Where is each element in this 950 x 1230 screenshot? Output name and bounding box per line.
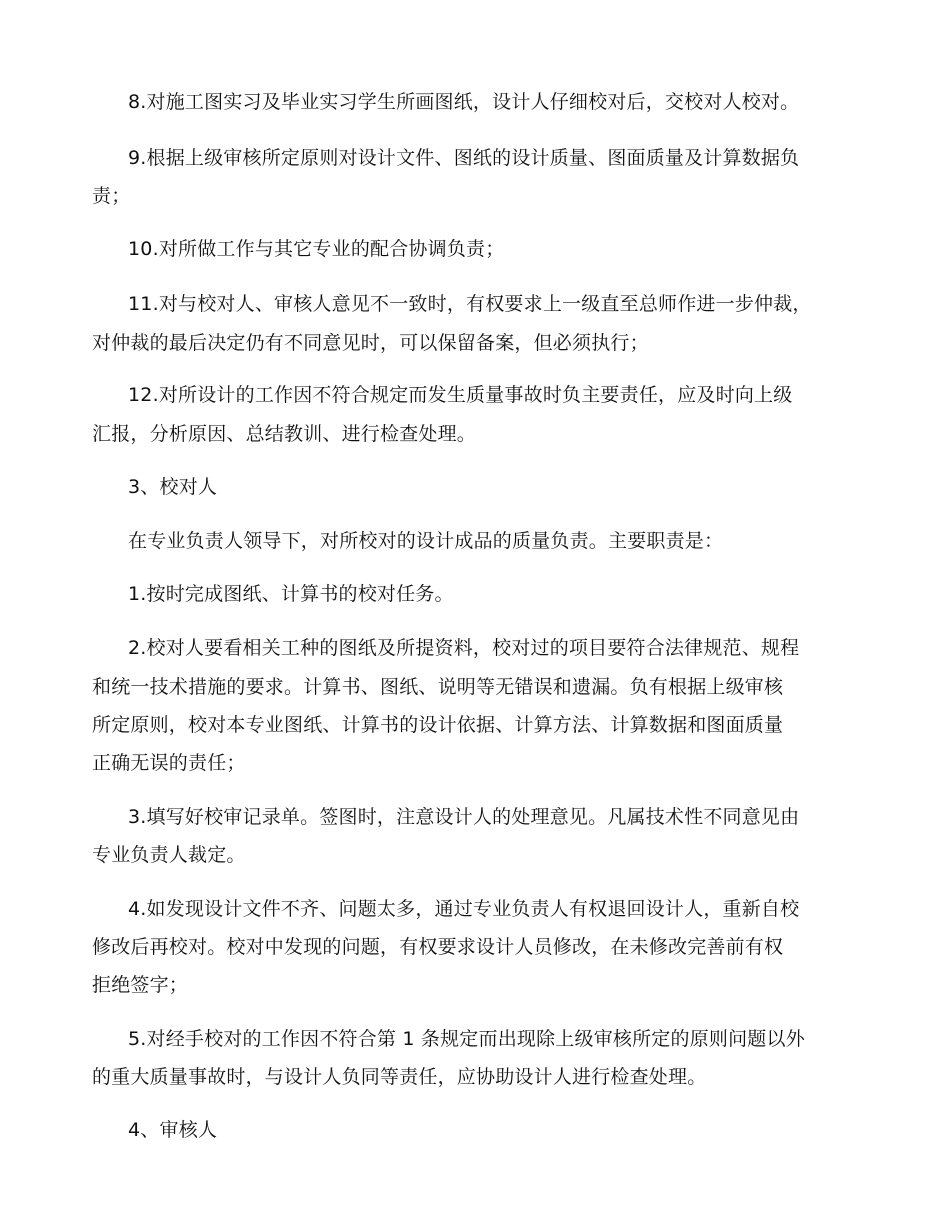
checker-item-5-line-1: 5.对经手校对的工作因不符合第 1 条规定而出现除上级审核所定的原则问题以外 xyxy=(128,1028,805,1050)
checker-item-3-line-1: 3.填写好校审记录单。签图时，注意设计人的处理意见。凡属技术性不同意见由 xyxy=(128,806,800,828)
checker-item-3-line-2: 专业负责人裁定。 xyxy=(92,844,246,866)
checker-item-4-line-3: 拒绝签字； xyxy=(92,974,189,996)
item-11-line-1: 11.对与校对人、审核人意见不一致时，有权要求上一级直至总师作进一步仲裁， xyxy=(128,293,812,315)
item-11-line-2: 对仲裁的最后决定仍有不同意见时，可以保留备案，但必须执行； xyxy=(92,332,649,354)
checker-item-4-line-2: 修改后再校对。校对中发现的问题，有权要求设计人员修改，在未修改完善前有权 xyxy=(92,936,784,958)
item-9-line-2: 责； xyxy=(92,185,131,207)
checker-item-2-line-1: 2.校对人要看相关工种的图纸及所提资料，校对过的项目要符合法律规范、规程 xyxy=(128,637,800,659)
item-12-line-2: 汇报，分析原因、总结教训、进行检查处理。 xyxy=(92,423,477,445)
checker-item-2-line-4: 正确无误的责任； xyxy=(92,752,246,774)
section-heading-checker: 3、校对人 xyxy=(128,476,218,498)
checker-item-4-line-1: 4.如发现设计文件不齐、问题太多，通过专业负责人有权退回设计人，重新自校 xyxy=(128,898,800,920)
checker-item-5-line-2: 的重大质量事故时，与设计人负同等责任，应协助设计人进行检查处理。 xyxy=(92,1066,707,1088)
checker-item-2-line-3: 所定原则，校对本专业图纸、计算书的设计依据、计算方法、计算数据和图面质量 xyxy=(92,714,784,736)
checker-item-2-line-2: 和统一技术措施的要求。计算书、图纸、说明等无错误和遗漏。负有根据上级审核 xyxy=(92,676,784,698)
item-10-line-1: 10.对所做工作与其它专业的配合协调负责； xyxy=(128,238,505,260)
item-9-line-1: 9.根据上级审核所定原则对设计文件、图纸的设计质量、图面质量及计算数据负 xyxy=(128,147,800,169)
checker-item-1: 1.按时完成图纸、计算书的校对任务。 xyxy=(128,583,454,605)
checker-intro: 在专业负责人领导下，对所校对的设计成品的质量负责。主要职责是： xyxy=(128,530,724,552)
item-8-line-1: 8.对施工图实习及毕业实习学生所画图纸，设计人仔细校对后，交校对人校对。 xyxy=(128,91,800,113)
item-12-line-1: 12.对所设计的工作因不符合规定而发生质量事故时负主要责任，应及时向上级 xyxy=(128,384,793,406)
section-heading-reviewer: 4、审核人 xyxy=(128,1119,218,1141)
